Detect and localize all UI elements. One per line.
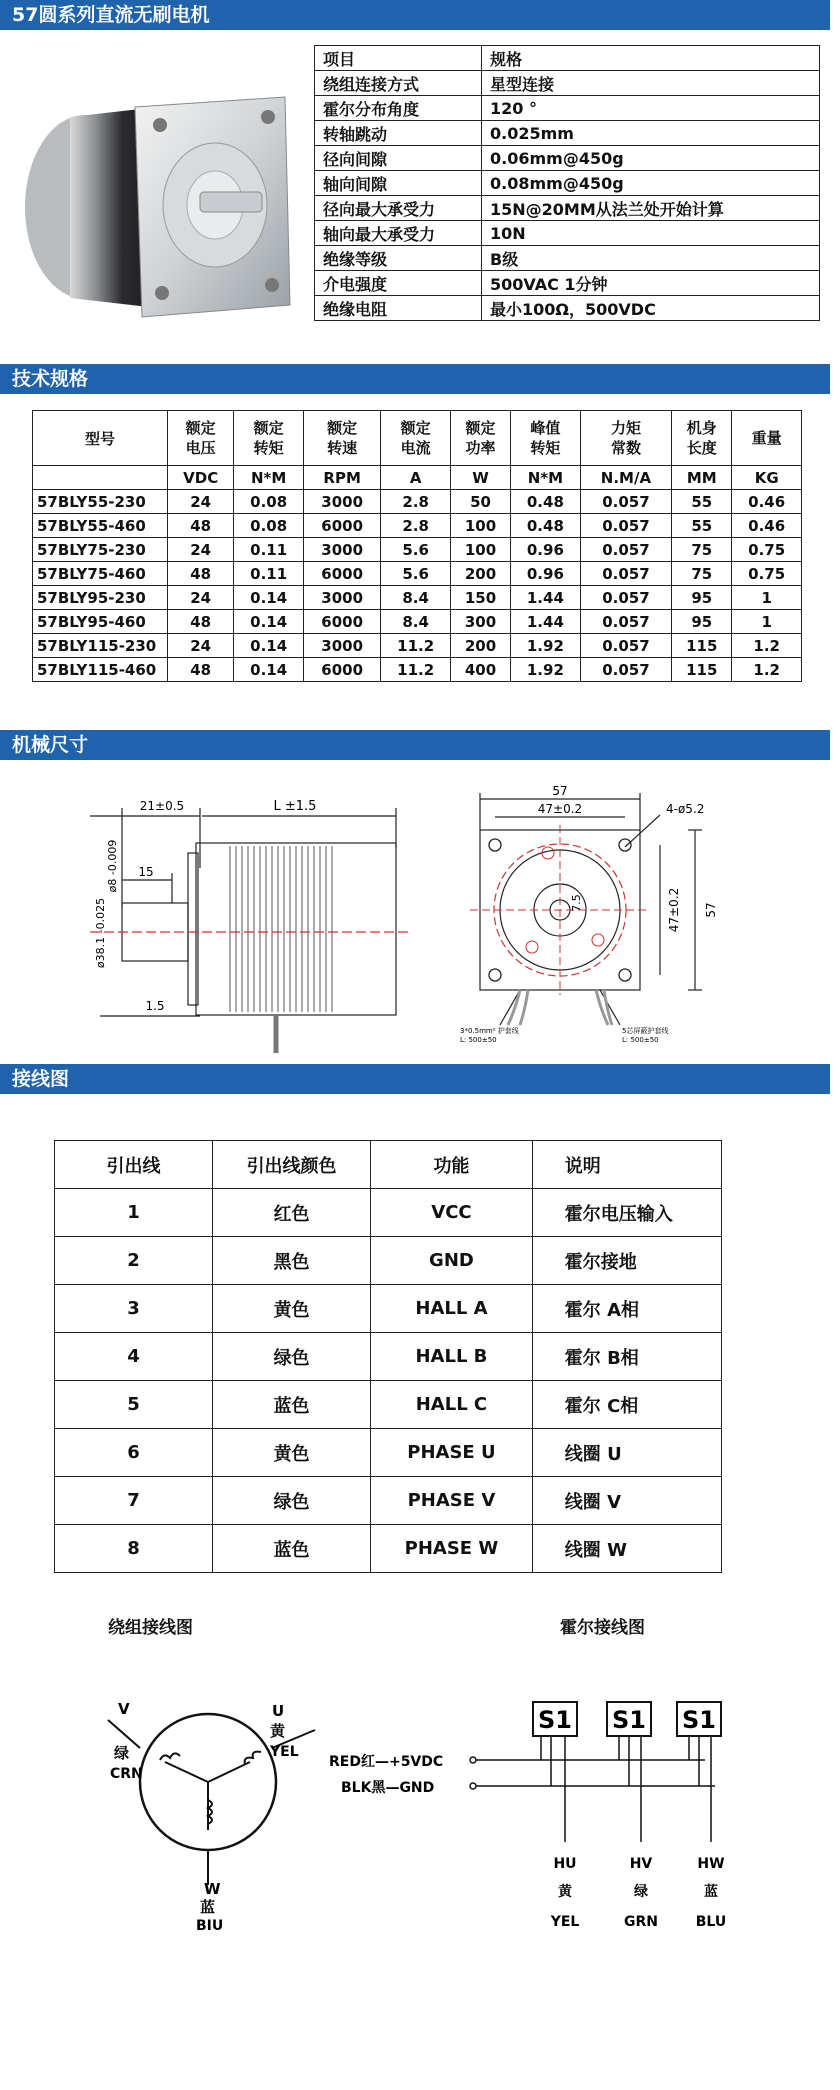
tech-cell: 24 <box>168 490 234 514</box>
tech-header-line: 额定 <box>400 419 431 437</box>
wiring-cell: PHASE U <box>371 1429 533 1477</box>
tech-header-model: 型号 <box>33 411 168 466</box>
tech-cell: 50 <box>450 490 510 514</box>
tech-row <box>33 538 802 562</box>
tech-cell: 1.44 <box>511 610 581 634</box>
spec-item: 转轴跳动 <box>315 121 482 146</box>
tech-cell: 300 <box>450 610 510 634</box>
dim-a: 21±0.5 <box>139 799 185 813</box>
spec-value: 0.08mm@450g <box>482 171 820 196</box>
dim-flat: 7.5 <box>570 894 583 912</box>
tech-cell: 0.46 <box>732 490 802 514</box>
wiring-cell: 绿色 <box>213 1333 371 1381</box>
spec-table <box>314 45 820 321</box>
tech-cell: 11.2 <box>381 658 451 682</box>
tech-header-line: 转速 <box>327 439 358 457</box>
tech-spec-table <box>32 410 802 682</box>
dim-l: L ±1.5 <box>273 799 317 814</box>
tech-model: 57BLY115-230 <box>33 634 168 658</box>
tech-header-line: 重量 <box>751 429 782 447</box>
tech-cell: 11.2 <box>381 634 451 658</box>
cable1-label: 3*0.5mm² 护套线 <box>460 1027 519 1035</box>
tech-header <box>450 411 510 466</box>
tech-cell: 8.4 <box>381 586 451 610</box>
tech-cell: 0.057 <box>580 538 672 562</box>
tech-row <box>33 562 802 586</box>
spec-row <box>315 46 820 71</box>
wiring-cell: 霍尔 B相 <box>532 1333 721 1381</box>
wiring-cell: 8 <box>55 1525 213 1573</box>
mount-hole-icon <box>489 839 501 851</box>
tech-cell: 0.057 <box>580 610 672 634</box>
hall-out-hv-cn: 绿 <box>634 1884 648 1900</box>
tech-model: 57BLY55-230 <box>33 490 168 514</box>
tech-header <box>168 411 234 466</box>
winding-w-cn: 蓝 <box>200 1898 216 1916</box>
wiring-cell: 霍尔电压输入 <box>532 1189 721 1237</box>
dim-pitch-v: 47±0.2 <box>667 887 681 933</box>
spec-value: 0.025mm <box>482 121 820 146</box>
hall-sensor-label-3: S1 <box>682 1706 716 1734</box>
tech-header <box>672 411 732 466</box>
winding-u-cn: 黄 <box>270 1722 286 1740</box>
wiring-cell: 霍尔 C相 <box>532 1381 721 1429</box>
cable1-len: L: 500±50 <box>460 1036 497 1044</box>
tech-header-line: 长度 <box>686 439 717 457</box>
wiring-cell: HALL A <box>371 1285 533 1333</box>
hall-sensor-label-2: S1 <box>612 1706 646 1734</box>
tech-cell: 0.11 <box>234 538 304 562</box>
tech-cell: 8.4 <box>381 610 451 634</box>
tech-cell: 100 <box>450 514 510 538</box>
tech-cell: 48 <box>168 658 234 682</box>
tech-header-line: 电压 <box>185 439 216 457</box>
wiring-row <box>55 1189 722 1237</box>
wiring-row <box>55 1381 722 1429</box>
tech-cell: 115 <box>672 658 732 682</box>
tech-cell: 75 <box>672 538 732 562</box>
wiring-cell: 1 <box>55 1189 213 1237</box>
wiring-header: 说明 <box>532 1141 721 1189</box>
tech-cell: 24 <box>168 634 234 658</box>
spec-value: 规格 <box>482 46 820 71</box>
wiring-row <box>55 1477 722 1525</box>
spec-row <box>315 296 820 321</box>
tech-cell: 48 <box>168 562 234 586</box>
tech-header <box>381 411 451 466</box>
winding-u: U <box>272 1702 285 1720</box>
tech-model: 57BLY55-460 <box>33 514 168 538</box>
tech-row <box>33 634 802 658</box>
shaft-icon <box>200 192 262 212</box>
tech-header-line: 常数 <box>610 439 641 457</box>
hall-sensor-label-1: S1 <box>538 1706 572 1734</box>
hall-blk-label: BLK黑—GND <box>341 1780 435 1796</box>
tech-model: 57BLY75-460 <box>33 562 168 586</box>
tech-cell: 0.11 <box>234 562 304 586</box>
tech-header-line: 力矩 <box>610 419 641 437</box>
dim-pitch: 47±0.2 <box>537 802 583 816</box>
tech-cell: 0.14 <box>234 586 304 610</box>
tech-header-line: 转矩 <box>253 439 284 457</box>
spec-row <box>315 71 820 96</box>
wiring-cell: 6 <box>55 1429 213 1477</box>
winding-diagram <box>100 1700 330 1930</box>
front-view-drawing <box>460 785 760 1060</box>
tech-unit: N*M <box>511 466 581 490</box>
tech-cell: 115 <box>672 634 732 658</box>
tech-header-row <box>33 411 802 466</box>
tech-cell: 48 <box>168 514 234 538</box>
side-view-drawing <box>80 788 420 1063</box>
tech-cell: 1.92 <box>511 658 581 682</box>
winding-w-en: BIU <box>196 1918 224 1930</box>
winding-w: W <box>204 1880 221 1898</box>
spec-item: 介电强度 <box>315 271 482 296</box>
tech-row <box>33 586 802 610</box>
spec-row <box>315 96 820 121</box>
hall-out-hu: HU <box>553 1856 577 1872</box>
tech-header <box>234 411 304 466</box>
tech-header-line: 额定 <box>253 419 284 437</box>
spec-value: 500VAC 1分钟 <box>482 271 820 296</box>
hall-out-hv-en: GRN <box>624 1914 658 1930</box>
tech-cell: 24 <box>168 586 234 610</box>
hall-out-hu-en: YEL <box>550 1914 580 1930</box>
tech-cell: 150 <box>450 586 510 610</box>
tech-cell: 200 <box>450 634 510 658</box>
tech-header-line: 额定 <box>185 419 216 437</box>
tech-header-line: 额定 <box>327 419 358 437</box>
spec-value: 0.06mm@450g <box>482 146 820 171</box>
tech-cell: 100 <box>450 538 510 562</box>
tech-cell: 3000 <box>303 538 380 562</box>
spec-row <box>315 196 820 221</box>
section-bar-wiring: 接线图 <box>0 1064 830 1094</box>
spec-row <box>315 246 820 271</box>
spec-value: 10N <box>482 221 820 246</box>
tech-cell: 1.2 <box>732 658 802 682</box>
tech-cell: 0.057 <box>580 634 672 658</box>
tech-unit: KG <box>732 466 802 490</box>
winding-v: V <box>118 1700 130 1718</box>
tech-cell: 0.057 <box>580 586 672 610</box>
wiring-cell: 黑色 <box>213 1237 371 1285</box>
wiring-cell: 绿色 <box>213 1477 371 1525</box>
spec-row <box>315 271 820 296</box>
tech-cell: 0.48 <box>511 514 581 538</box>
tech-cell: 1.2 <box>732 634 802 658</box>
tech-cell: 0.08 <box>234 514 304 538</box>
wiring-header-row <box>55 1141 722 1189</box>
wiring-cell: 线圈 W <box>532 1525 721 1573</box>
wiring-cell: 线圈 V <box>532 1477 721 1525</box>
tech-row <box>33 610 802 634</box>
hall-out-hu-cn: 黄 <box>558 1884 572 1900</box>
dim-holes: 4-ø5.2 <box>666 802 705 816</box>
wiring-header: 功能 <box>371 1141 533 1189</box>
tech-unit: W <box>450 466 510 490</box>
tech-header-line: 功率 <box>465 439 496 457</box>
spec-item: 绝缘等级 <box>315 246 482 271</box>
hall-title: 霍尔接线图 <box>560 1618 645 1638</box>
tech-unit-row <box>33 466 802 490</box>
tech-cell: 3000 <box>303 586 380 610</box>
mount-hole-icon <box>619 969 631 981</box>
spec-item: 霍尔分布角度 <box>315 96 482 121</box>
wiring-cell: 霍尔接地 <box>532 1237 721 1285</box>
wiring-cell: 线圈 U <box>532 1429 721 1477</box>
wiring-cell: HALL C <box>371 1381 533 1429</box>
dim-h: 57 <box>704 902 718 918</box>
tech-cell: 1.44 <box>511 586 581 610</box>
spec-row <box>315 121 820 146</box>
wiring-row <box>55 1525 722 1573</box>
mount-hole-icon <box>489 969 501 981</box>
hall-out-hv: HV <box>629 1856 653 1872</box>
tech-header <box>511 411 581 466</box>
tech-unit: A <box>381 466 451 490</box>
tech-cell: 0.14 <box>234 610 304 634</box>
spec-value: 120 ° <box>482 96 820 121</box>
spec-value: B级 <box>482 246 820 271</box>
dim-w: 57 <box>552 785 568 798</box>
spec-item: 轴向最大承受力 <box>315 221 482 246</box>
wiring-cell: 黄色 <box>213 1429 371 1477</box>
wiring-cell: 蓝色 <box>213 1525 371 1573</box>
tech-cell: 1 <box>732 610 802 634</box>
tech-cell: 0.057 <box>580 562 672 586</box>
wiring-table <box>54 1140 722 1573</box>
tech-row <box>33 514 802 538</box>
hall-out-hw-en: BLU <box>695 1914 727 1930</box>
spec-value: 星型连接 <box>482 71 820 96</box>
dim-c: 1.5 <box>145 999 165 1013</box>
wiring-cell: 蓝色 <box>213 1381 371 1429</box>
tech-model: 57BLY75-230 <box>33 538 168 562</box>
tech-cell: 24 <box>168 538 234 562</box>
spec-row <box>315 171 820 196</box>
wiring-row <box>55 1333 722 1381</box>
wiring-cell: 2 <box>55 1237 213 1285</box>
tech-header-line: 机身 <box>686 419 717 437</box>
tech-model: 57BLY115-460 <box>33 658 168 682</box>
tech-unit: RPM <box>303 466 380 490</box>
dim-b: 15 <box>138 865 154 879</box>
tech-cell: 6000 <box>303 514 380 538</box>
wiring-cell: 霍尔 A相 <box>532 1285 721 1333</box>
wiring-cell: GND <box>371 1237 533 1285</box>
cable2-len: L: 500±50 <box>622 1036 659 1044</box>
tech-model: 57BLY95-230 <box>33 586 168 610</box>
tech-header-line: 峰值 <box>530 419 561 437</box>
tech-cell: 0.08 <box>234 490 304 514</box>
spec-item: 项目 <box>315 46 482 71</box>
tech-cell: 200 <box>450 562 510 586</box>
tech-unit: N.M/A <box>580 466 672 490</box>
flange-hole-icon <box>155 286 169 300</box>
dim-shaft: ø8 -0.009 <box>106 839 119 893</box>
cable2-label: 5芯屏蔽护套线 <box>622 1027 669 1035</box>
tech-header <box>580 411 672 466</box>
tech-cell: 2.8 <box>381 490 451 514</box>
wiring-cell: 红色 <box>213 1189 371 1237</box>
wiring-row <box>55 1285 722 1333</box>
wiring-cell: 黄色 <box>213 1285 371 1333</box>
tech-cell: 55 <box>672 490 732 514</box>
spec-item: 径向间隙 <box>315 146 482 171</box>
wiring-cell: PHASE W <box>371 1525 533 1573</box>
hall-out-hw-cn: 蓝 <box>704 1884 718 1900</box>
winding-title: 绕组接线图 <box>108 1618 193 1638</box>
section-bar-tech: 技术规格 <box>0 364 830 394</box>
tech-row <box>33 658 802 682</box>
spec-value: 15N@20MM从法兰处开始计算 <box>482 196 820 221</box>
wiring-cell: 4 <box>55 1333 213 1381</box>
tech-cell: 1 <box>732 586 802 610</box>
tech-cell: 6000 <box>303 658 380 682</box>
tech-cell: 0.057 <box>580 514 672 538</box>
tech-cell: 6000 <box>303 610 380 634</box>
tech-header <box>303 411 380 466</box>
tech-unit: VDC <box>168 466 234 490</box>
tech-model: 57BLY95-460 <box>33 610 168 634</box>
tech-row <box>33 490 802 514</box>
tech-cell: 0.057 <box>580 490 672 514</box>
flange-hole-icon <box>265 278 279 292</box>
tech-cell: 0.75 <box>732 562 802 586</box>
tech-header-line: 电流 <box>400 439 431 457</box>
tech-cell: 55 <box>672 514 732 538</box>
dim-boss: ø38.1 -0.025 <box>94 897 107 969</box>
tech-cell: 0.48 <box>511 490 581 514</box>
tech-unit: N*M <box>234 466 304 490</box>
tech-cell: 0.057 <box>580 658 672 682</box>
hall-red-label: RED红—+5VDC <box>329 1754 444 1770</box>
flange-hole-icon <box>261 110 275 124</box>
hall-out-hw: HW <box>697 1856 725 1872</box>
wiring-cell: HALL B <box>371 1333 533 1381</box>
tech-header <box>732 411 802 466</box>
spec-row <box>315 221 820 246</box>
wiring-cell: 3 <box>55 1285 213 1333</box>
mount-hole-icon <box>619 839 631 851</box>
hall-diagram <box>325 1690 745 1960</box>
wiring-cell: VCC <box>371 1189 533 1237</box>
spec-item: 绕组连接方式 <box>315 71 482 96</box>
tech-cell: 1.92 <box>511 634 581 658</box>
wiring-header: 引出线 <box>55 1141 213 1189</box>
wiring-cell: 7 <box>55 1477 213 1525</box>
tech-cell: 48 <box>168 610 234 634</box>
spec-item: 径向最大承受力 <box>315 196 482 221</box>
tech-cell: 0.14 <box>234 658 304 682</box>
tech-cell: 3000 <box>303 634 380 658</box>
wiring-row <box>55 1429 722 1477</box>
tech-cell: 95 <box>672 610 732 634</box>
winding-v-en: CRN <box>110 1766 143 1782</box>
tech-unit: MM <box>672 466 732 490</box>
tech-cell: 0.14 <box>234 634 304 658</box>
flange-hole-icon <box>153 118 167 132</box>
tech-cell: 3000 <box>303 490 380 514</box>
wiring-cell: PHASE V <box>371 1477 533 1525</box>
section-bar-motor: 57圆系列直流无刷电机 <box>0 0 830 30</box>
tech-cell: 0.46 <box>732 514 802 538</box>
winding-u-en: YEL <box>270 1744 299 1760</box>
spec-item: 轴向间隙 <box>315 171 482 196</box>
section-bar-mech: 机械尺寸 <box>0 730 830 760</box>
tech-cell: 75 <box>672 562 732 586</box>
spec-item: 绝缘电阻 <box>315 296 482 321</box>
motor-photo <box>10 95 300 325</box>
spec-row <box>315 146 820 171</box>
tech-cell: 2.8 <box>381 514 451 538</box>
wiring-cell: 5 <box>55 1381 213 1429</box>
tech-header-line: 额定 <box>465 419 496 437</box>
tech-cell: 0.96 <box>511 538 581 562</box>
tech-cell: 5.6 <box>381 562 451 586</box>
tech-cell: 6000 <box>303 562 380 586</box>
tech-cell: 95 <box>672 586 732 610</box>
tech-cell: 5.6 <box>381 538 451 562</box>
tech-cell: 0.96 <box>511 562 581 586</box>
tech-cell: 400 <box>450 658 510 682</box>
wiring-row <box>55 1237 722 1285</box>
tech-unit-empty <box>33 466 168 490</box>
winding-v-cn: 绿 <box>114 1744 130 1762</box>
tech-header-line: 转矩 <box>530 439 561 457</box>
tech-cell: 0.75 <box>732 538 802 562</box>
spec-value: 最小100Ω，500VDC <box>482 296 820 321</box>
wiring-header: 引出线颜色 <box>213 1141 371 1189</box>
